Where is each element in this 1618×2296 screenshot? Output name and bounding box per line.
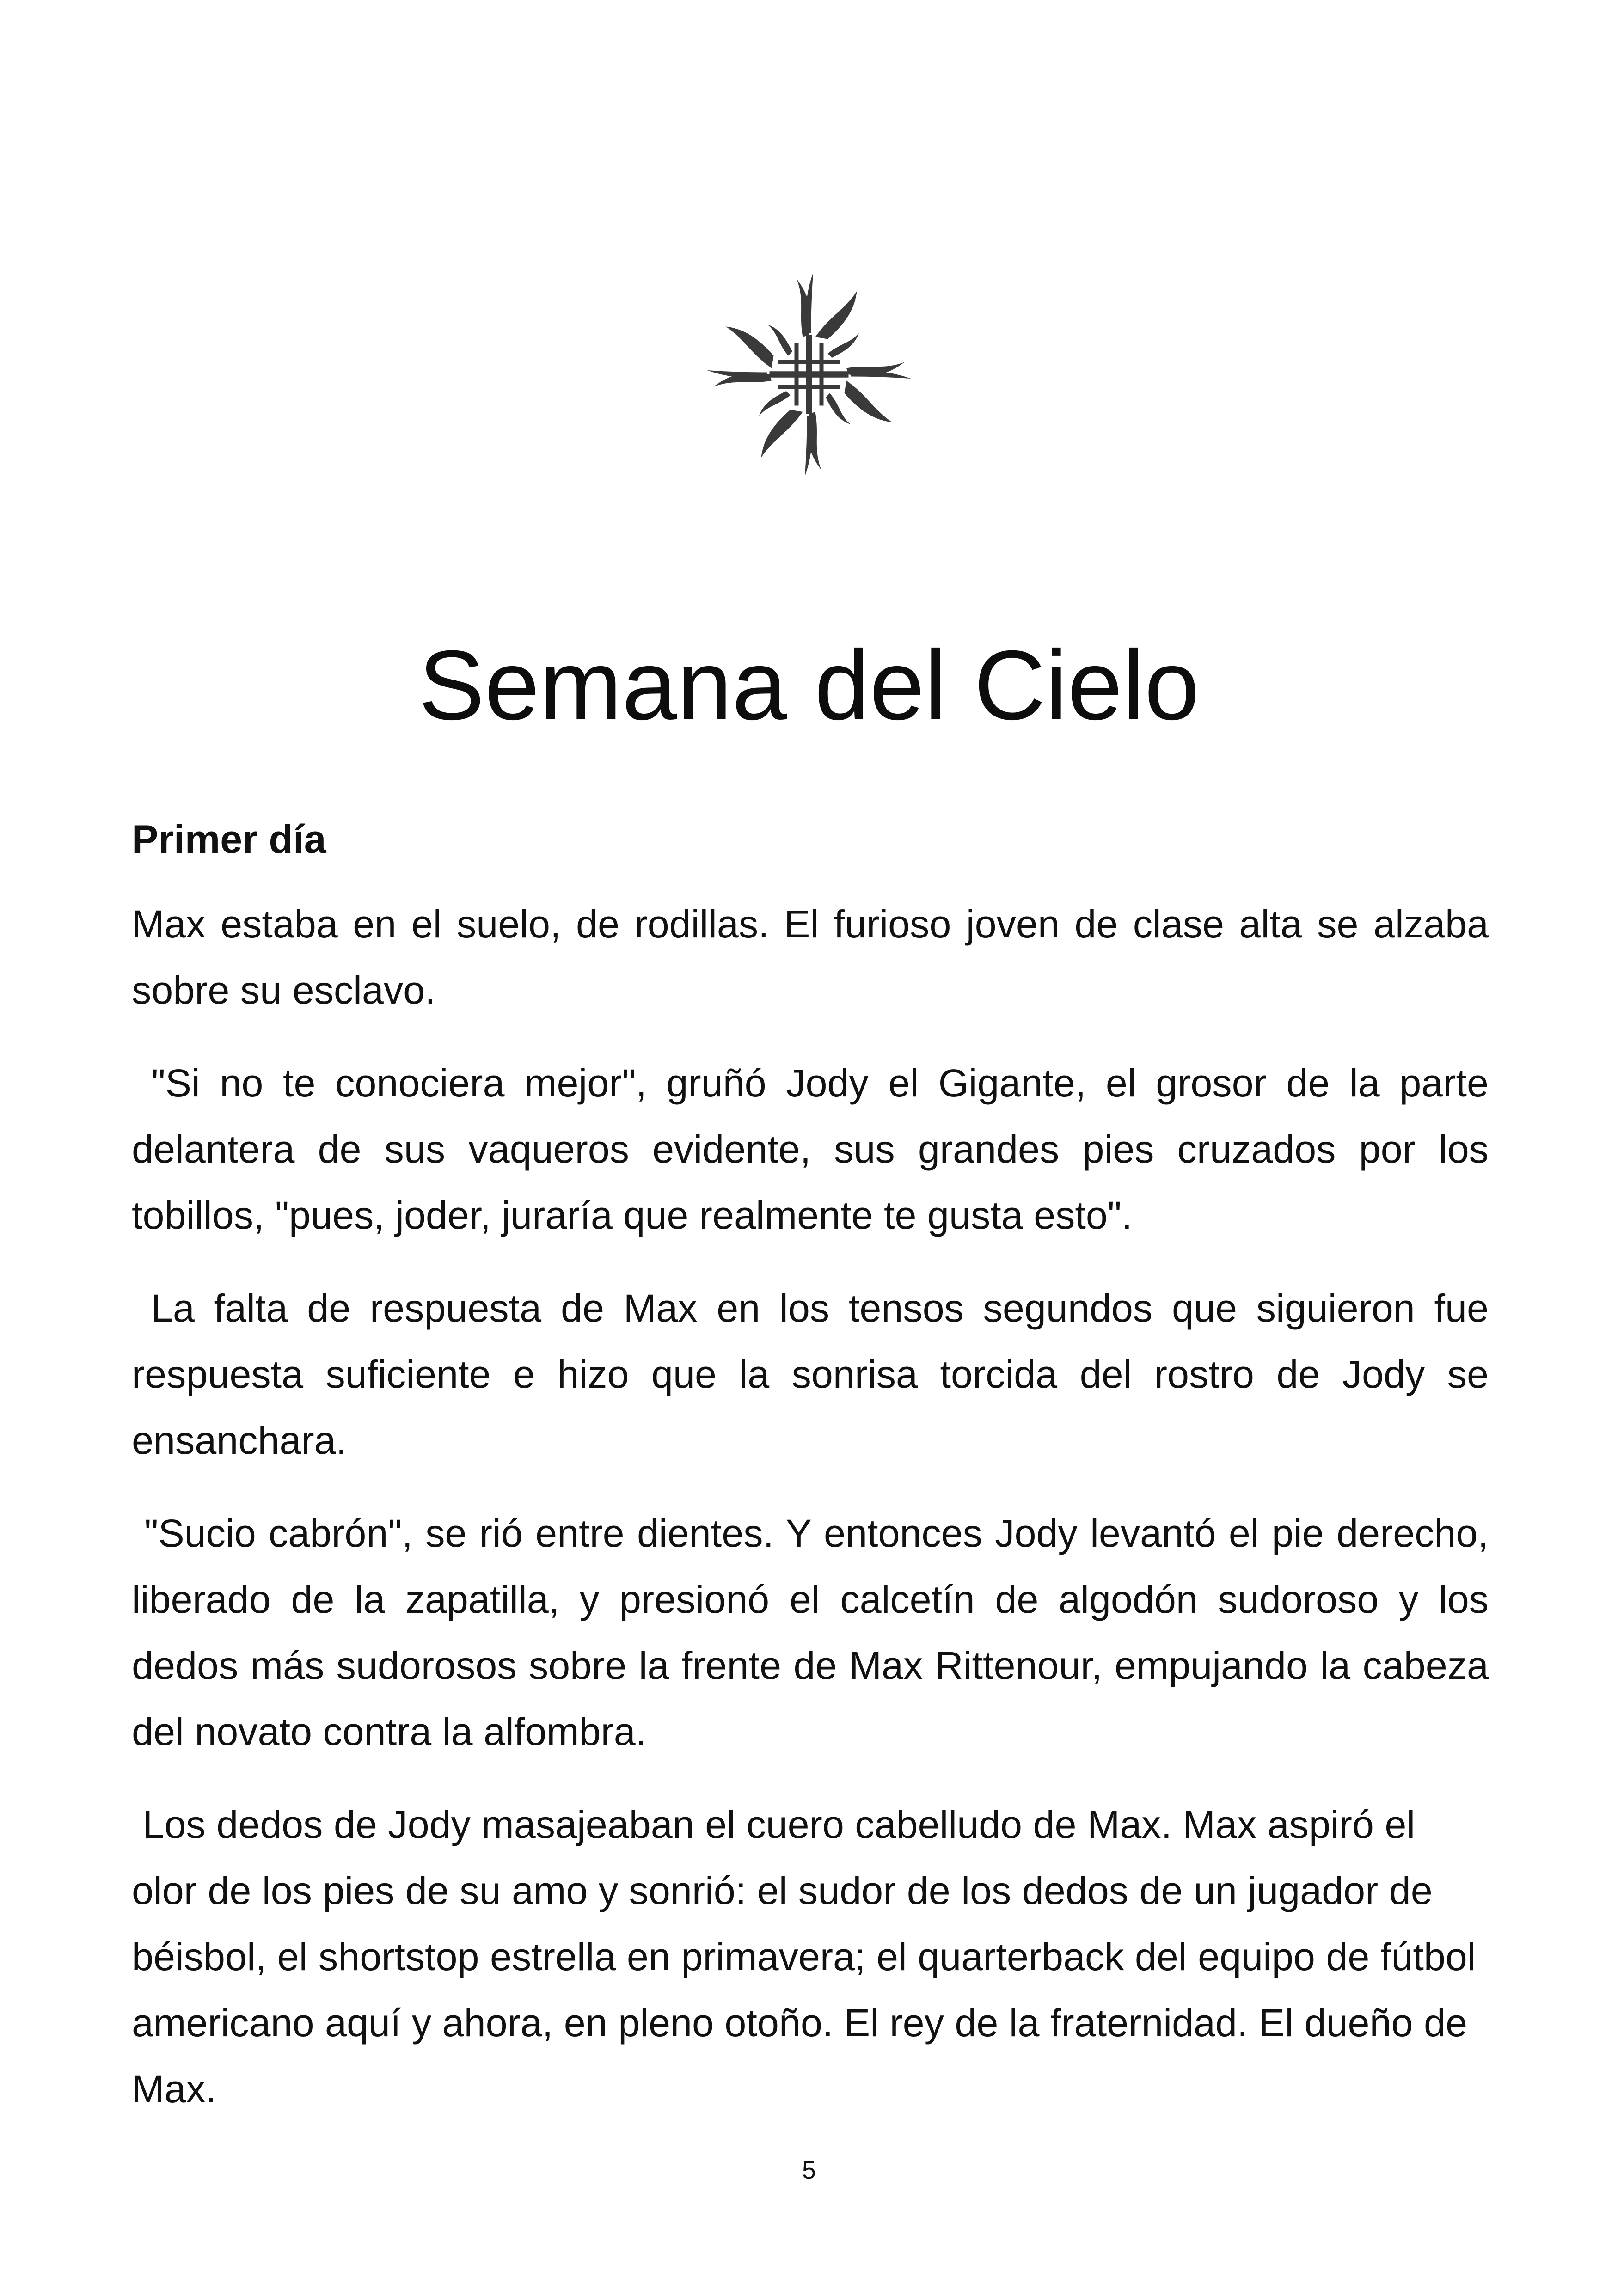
- paragraph: La falta de respuesta de Max en los tensos segundos que siguieron fue respuesta suficiente e hizo que la sonrisa torcida del rostro de Jody se ensanchara.: [132, 1286, 1500, 1463]
- chapter-body: [132, 816, 1500, 2149]
- chapter-title: Semana del Cielo: [418, 630, 1200, 741]
- ornament-icon: [705, 268, 913, 481]
- page-number: 5: [802, 2156, 816, 2184]
- paragraph: Los dedos de Jody masajeaban el cuero cabelludo de Max. Max aspiró el olor de los pies de su amo y sonrió: el sudor de los dedos de un jugador de béisbol, el shortstop estrella en primavera; el quarterback del equipo de fútbol americano aquí y ahora, en pleno otoño. El rey de la fraternidad. El dueño de Max.: [132, 1803, 1487, 2111]
- paragraph: "Si no te conociera mejor", gruñó Jody el Gigante, el grosor de la parte delantera de sus vaqueros evidente, sus grandes pies cruzados por los tobillos, "pues, joder, juraría que realmente te gusta esto".: [132, 1061, 1500, 1237]
- paragraph: Max estaba en el suelo, de rodillas. El furioso joven de clase alta se alzaba sobre su esclavo.: [132, 902, 1489, 1012]
- paragraph: "Sucio cabrón", se rió entre dientes. Y entonces Jody levantó el pie derecho, liberado de la zapatilla, y presionó el calcetín de algodón sudoroso y los dedos más sudorosos sobre la frente de Max Rittenour, empujando la cabeza del novato contra la alfombra.: [132, 1512, 1500, 1754]
- section-heading: Primer día: [132, 817, 326, 862]
